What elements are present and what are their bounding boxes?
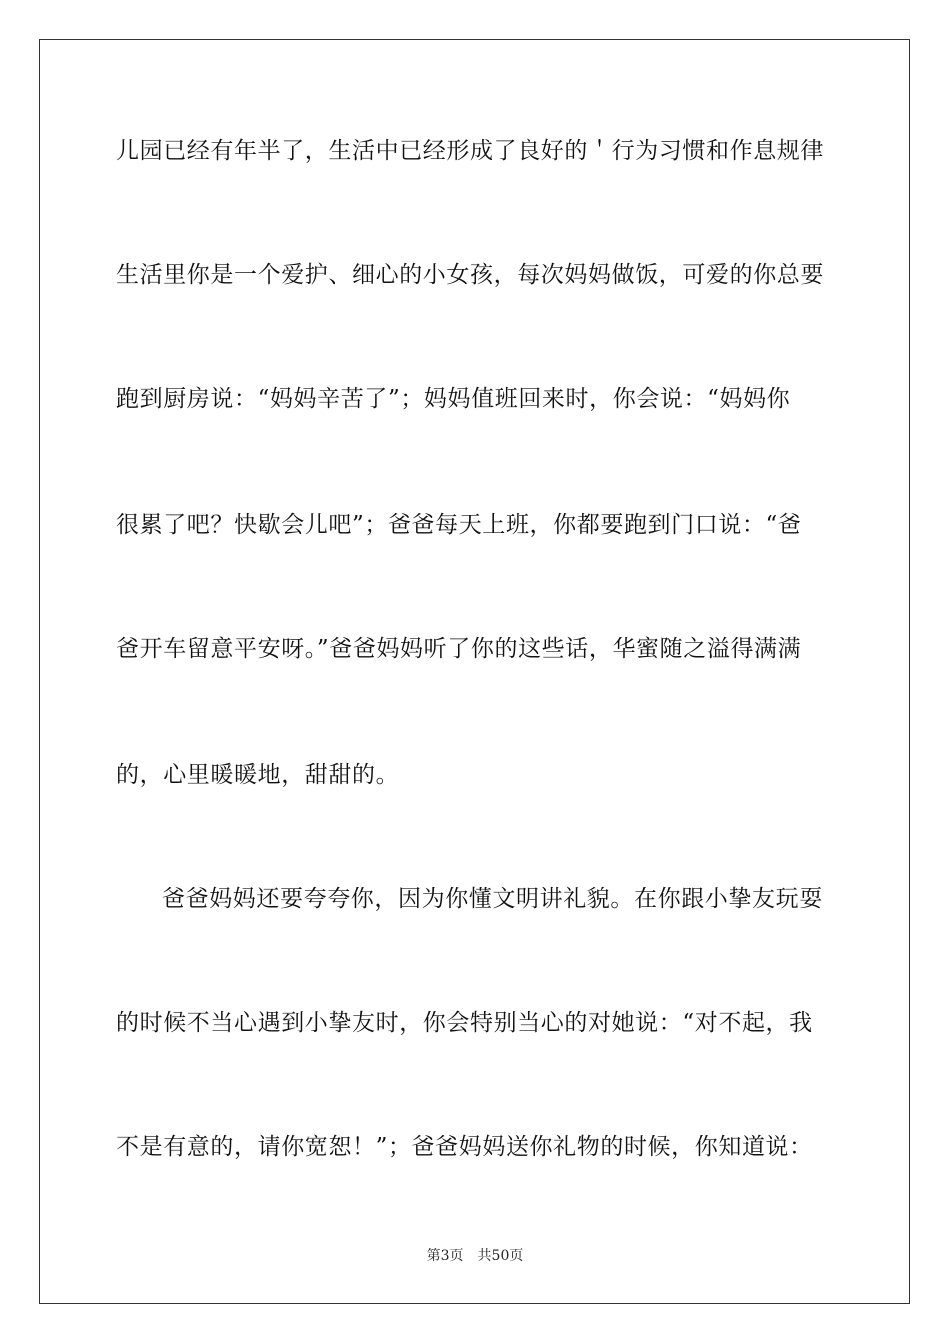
page-total: 共50页: [477, 1248, 524, 1264]
page-number: 第3页: [426, 1248, 464, 1264]
page-footer: [0, 1247, 950, 1265]
text-line: 生活里你是一个爱护、细心的小女孩，每次妈妈做饭，可爱的你总要: [116, 262, 824, 288]
text-line: 儿园已经有年半了，生活中已经形成了良好的＇行为习惯和作息规律: [116, 138, 824, 164]
page-frame: [39, 39, 910, 1304]
paragraph-start-line: 爸爸妈妈还要夸夸你，因为你懂文明讲礼貌。在你跟小挚友玩耍: [162, 886, 823, 912]
text-line: 爸开车留意平安呀。”爸爸妈妈听了你的这些话，华蜜随之溢得满满: [116, 636, 802, 662]
text-line: 很累了吧？快歇会儿吧”；爸爸每天上班，你都要跑到门口说：“爸: [116, 512, 802, 538]
text-line: 跑到厨房说：“妈妈辛苦了”；妈妈值班回来时，你会说：“妈妈你: [116, 386, 791, 412]
text-line: 的，心里暖暖地，甜甜的。: [116, 762, 400, 788]
text-line: 不是有意的，请你宽恕！”；爸爸妈妈送你礼物的时候，你知道说：: [116, 1134, 813, 1160]
text-line: 的时候不当心遇到小挚友时，你会特别当心的对她说：“对不起，我: [116, 1010, 813, 1036]
